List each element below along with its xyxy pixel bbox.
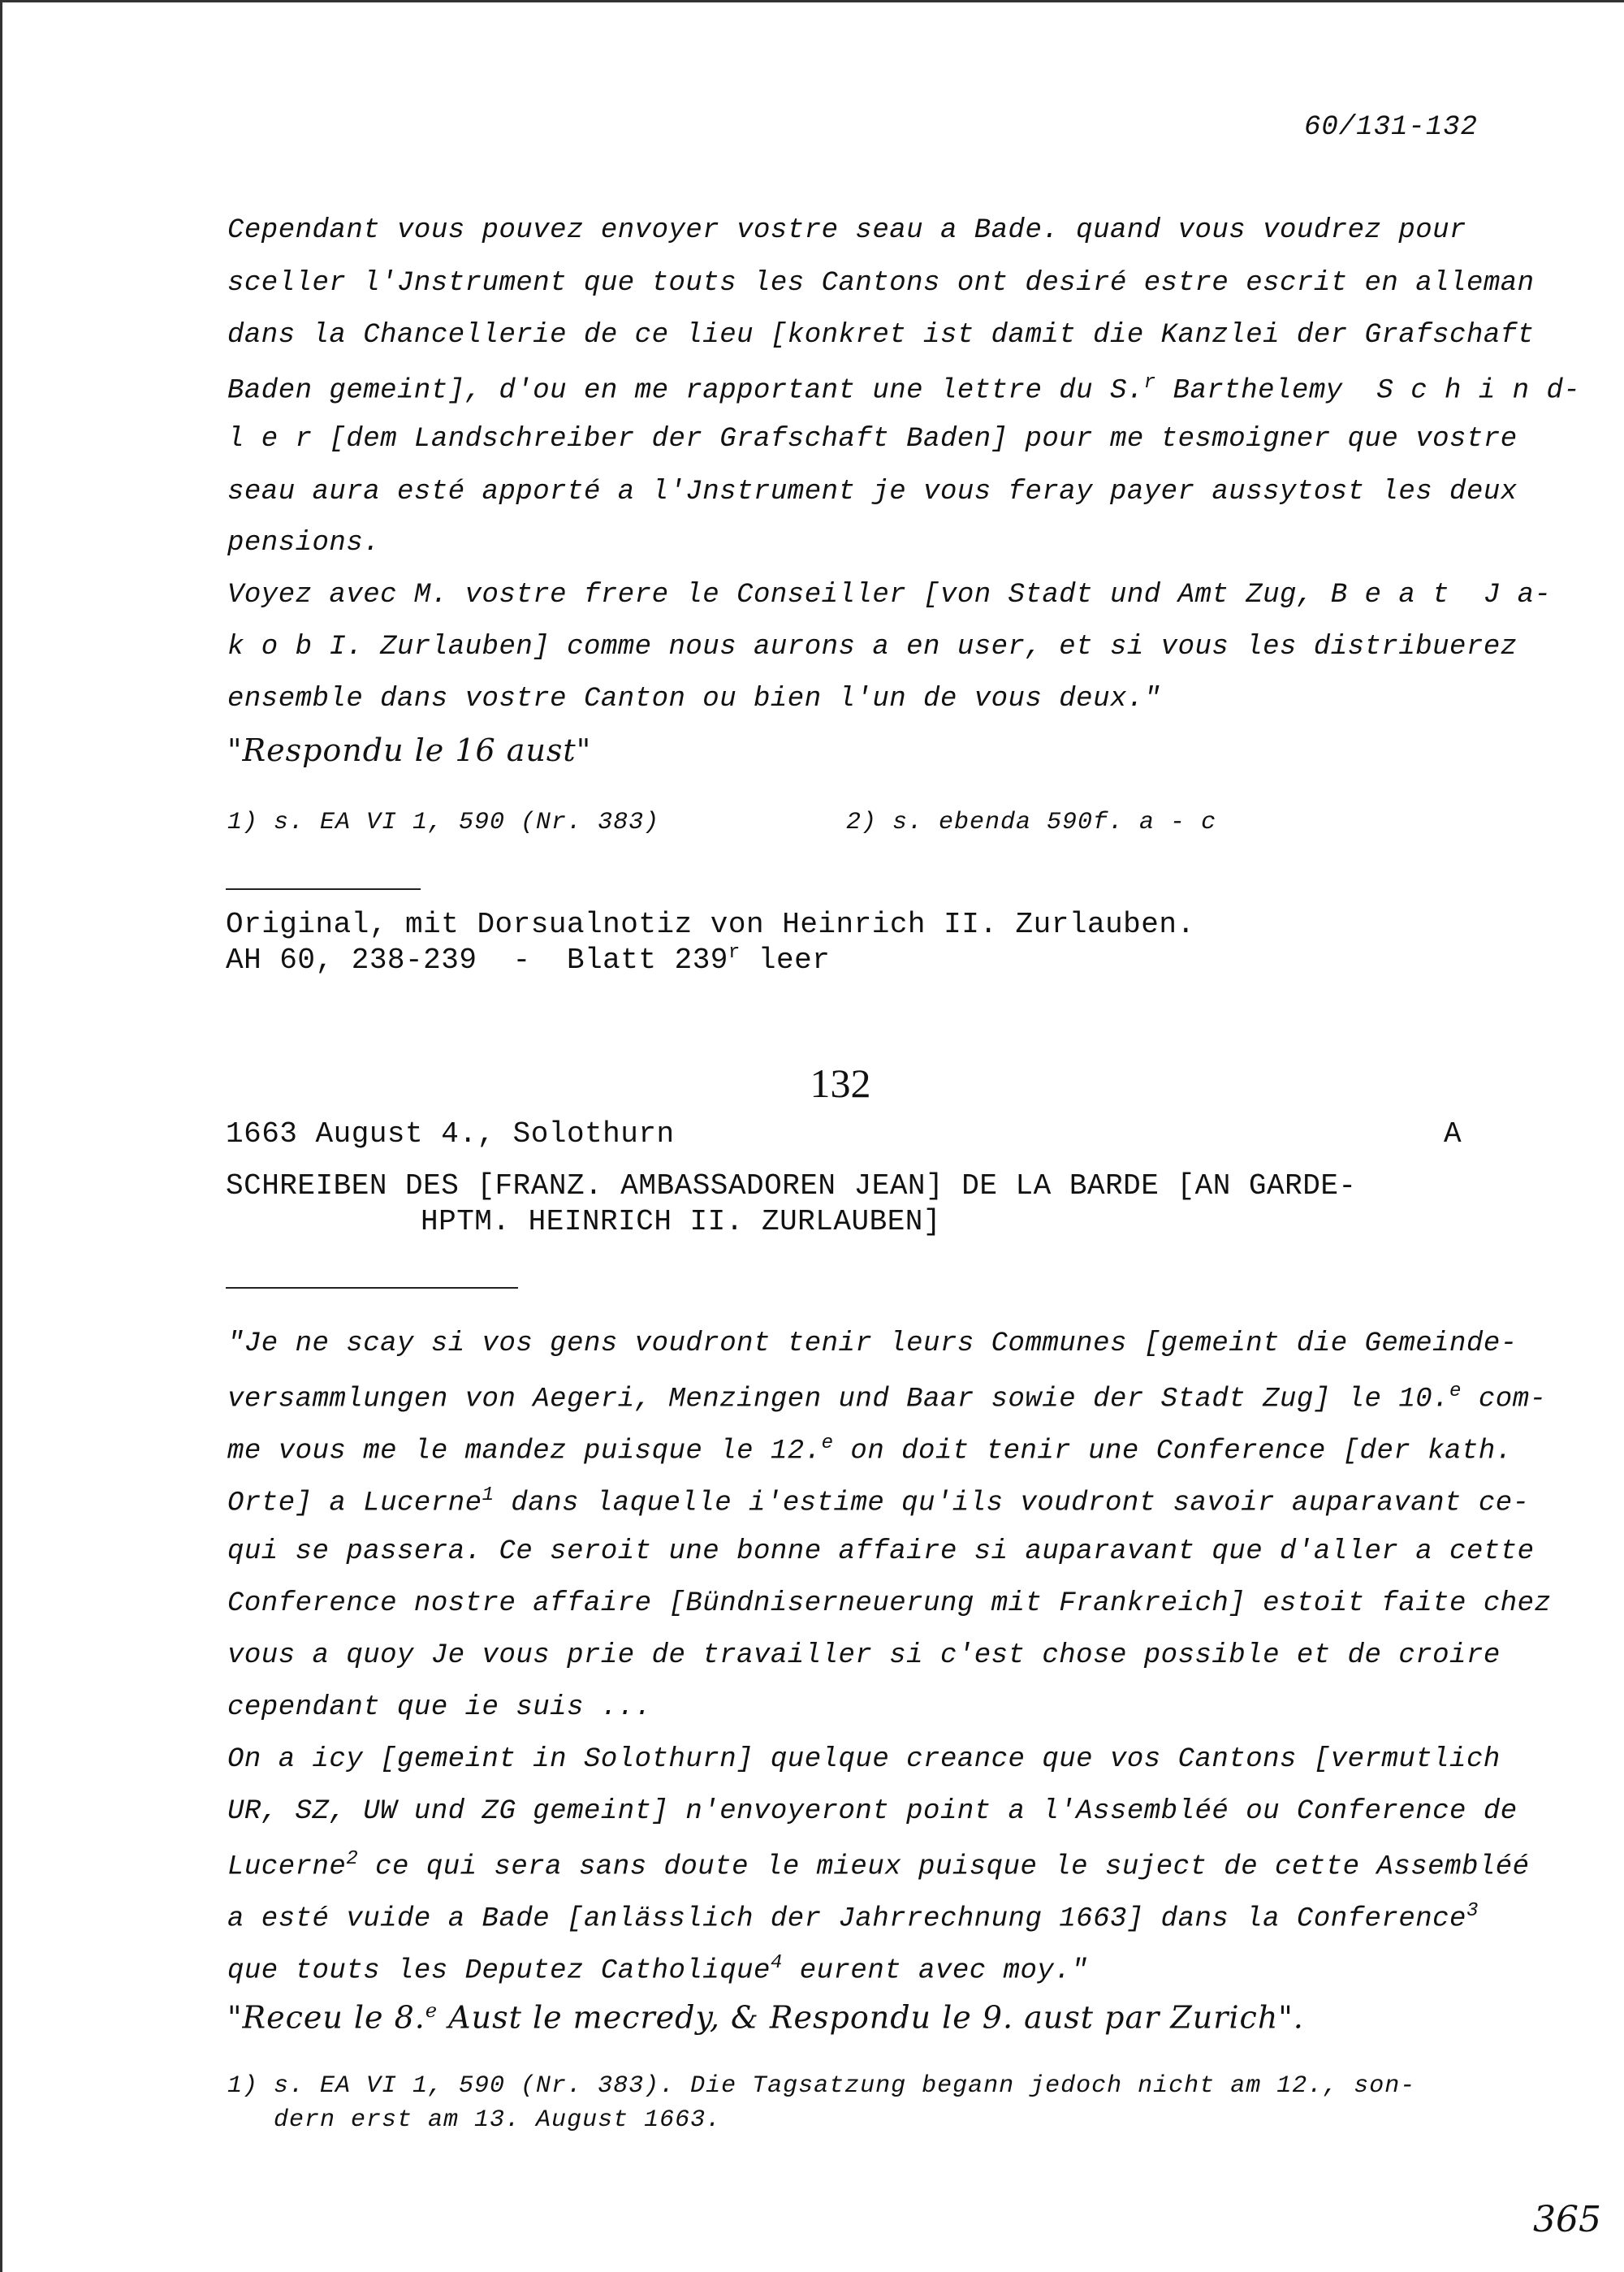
scan-edge-left xyxy=(0,0,2,2272)
doc132-heading-line-2: HPTM. HEINRICH II. ZURLAUBEN] xyxy=(421,1205,942,1238)
doc131-line-1: Cependant vous pouvez envoyer vostre seau a Bade. quand vous voudrez pour xyxy=(227,215,1466,246)
doc132-line-4: Orte] a Lucerne$^1$ dans laquelle i'estime qu'ils voudront savoir auparavant ce- xyxy=(227,1484,1530,1519)
doc131-line-7: pensions. xyxy=(227,528,381,559)
doc132-heading-line-1: SCHREIBEN DES [FRANZ. AMBASSADOREN JEAN] DE LA BARDE [AN GARDE- xyxy=(226,1169,1357,1203)
doc132-line-6: Conference nostre affaire [Bündniserneuerung mit Frankreich] estoit faite chez xyxy=(227,1588,1552,1619)
doc132-line-2: versammlungen von Aegeri, Menzingen und Baar sowie der Stadt Zug] le 10.$^e$ com- xyxy=(227,1380,1547,1415)
doc131-line-5: l e r [dem Landschreiber der Grafschaft Baden] pour me tesmoigner que vostre xyxy=(227,424,1518,455)
doc132-line-7: vous a quoy Je vous prie de travailler si c'est chose possible et de croire xyxy=(227,1640,1501,1671)
page-reference: 60/131-132 xyxy=(1303,112,1478,143)
doc132-line-10: UR, SZ, UW und ZG gemeint] n'envoyeront point a l'Assembléé ou Conference de xyxy=(227,1796,1518,1827)
doc132-footnote-line-2: dern erst am 13. August 1663. xyxy=(227,2106,722,2134)
doc132-letter-type: A xyxy=(1444,1117,1462,1151)
doc131-line-6: seau aura esté apporté a l'Jnstrument je vous feray payer aussytost les deux xyxy=(227,477,1518,508)
doc131-line-8: Voyez avec M. vostre frere le Conseiller [von Stadt und Amt Zug, B e a t J a- xyxy=(227,580,1552,611)
doc132-line-8: cependant que ie suis ... xyxy=(227,1692,652,1723)
doc132-footnote-line-1: 1) s. EA VI 1, 590 (Nr. 383). Die Tagsatzung begann jedoch nicht am 12., son- xyxy=(227,2072,1416,2100)
doc132-endorsement: "Receu le 8.$^e$ Aust le mecredy, & Respondu le 9. aust par Zurich". xyxy=(227,1999,1304,2036)
doc131-line-3: dans la Chancellerie de ce lieu [konkret ist damit die Kanzlei der Grafschaft xyxy=(227,320,1535,351)
doc132-line-3: me vous me le mandez puisque le 12.$^e$ on doit tenir une Conference [der kath. xyxy=(227,1432,1513,1467)
doc131-line-9: k o b I. Zurlauben] comme nous aurons a en user, et si vous les distribuerez xyxy=(227,632,1518,663)
doc131-endorsement: "Respondu le 16 aust" xyxy=(227,732,592,768)
doc132-line-9: On a icy [gemeint in Solothurn] quelque creance que vos Cantons [vermutlich xyxy=(227,1744,1501,1775)
doc131-footnote-2: 2) s. ebenda 590f. a - c xyxy=(846,809,1217,836)
doc131-line-4: Baden gemeint], d'ou en me rapportant une lettre du S.$^r$ Barthelemy S c h i n d- xyxy=(227,372,1581,407)
doc131-footnote-1: 1) s. EA VI 1, 590 (Nr. 383) xyxy=(227,809,660,836)
doc132-line-11: Lucerne$^2$ ce qui sera sans doute le mieux puisque le suject de cette Assembléé xyxy=(227,1848,1530,1883)
document-number: 132 xyxy=(810,1060,871,1106)
doc132-line-13: que touts les Deputez Catholique$^4$ eurent avec moy." xyxy=(227,1952,1089,1987)
doc131-source-line-2: AH 60, 238-239 - Blatt 239$^r$ leer xyxy=(226,942,831,977)
handwritten-folio-mark: 365 xyxy=(1533,2199,1601,2240)
doc131-line-2: sceller l'Jnstrument que touts les Cantons ont desiré estre escrit en alleman xyxy=(227,268,1535,299)
scan-edge-top xyxy=(0,0,1624,2)
doc131-line-10: ensemble dans vostre Canton ou bien l'un de vous deux." xyxy=(227,684,1161,715)
doc132-line-5: qui se passera. Ce seroit une bonne affaire si auparavant que d'aller a cette xyxy=(227,1536,1535,1567)
doc132-line-1: "Je ne scay si vos gens voudront tenir leurs Communes [gemeint die Gemeinde- xyxy=(227,1328,1518,1359)
doc132-date-place: 1663 August 4., Solothurn xyxy=(226,1117,675,1151)
doc132-line-12: a esté vuide a Bade [anlässlich der Jahrrechnung 1663] dans la Conference$^3$ xyxy=(227,1900,1479,1935)
separator-rule xyxy=(226,888,421,890)
doc131-source-line-1: Original, mit Dorsualnotiz von Heinrich II. Zurlauben. xyxy=(226,908,1195,941)
separator-rule xyxy=(226,1287,518,1289)
